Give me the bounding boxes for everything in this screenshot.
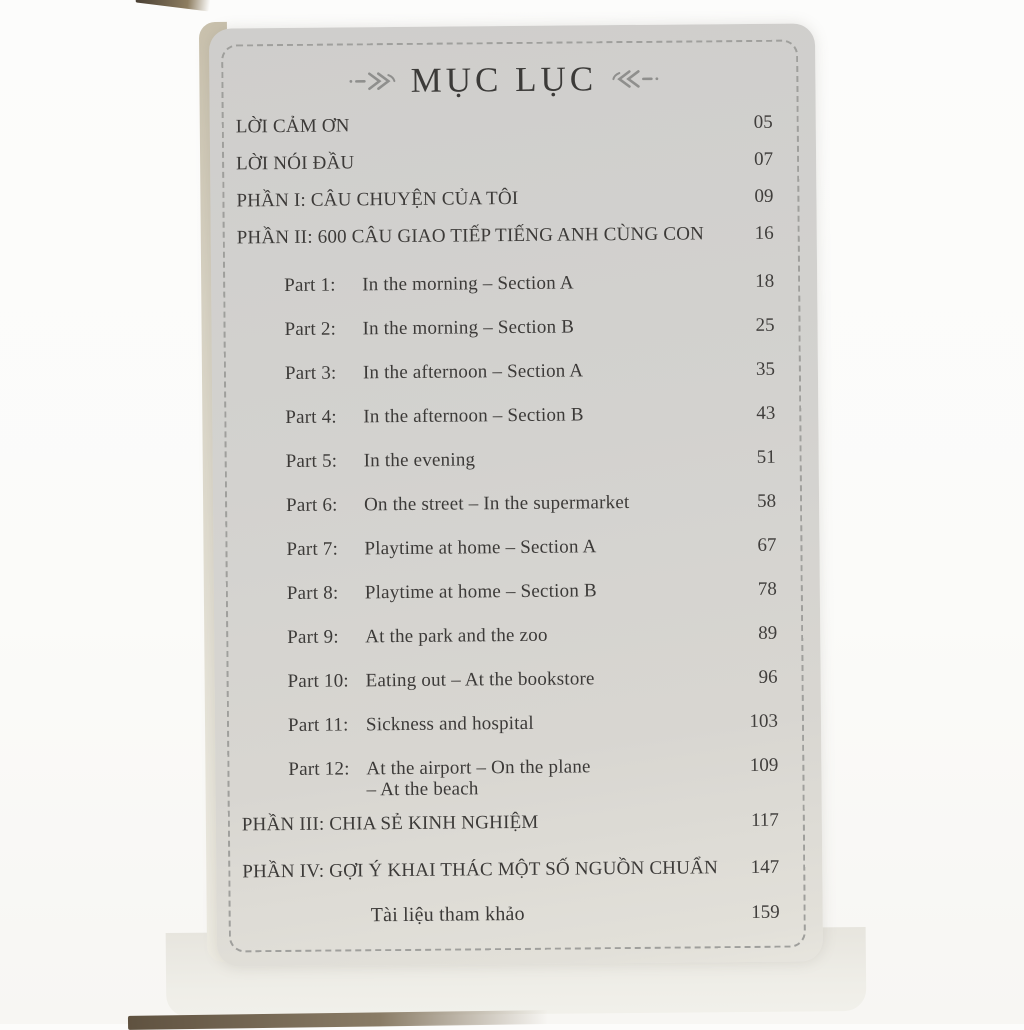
toc-entry-page: 18 [722,271,774,292]
toc-part-title-line1: At the park and the zoo [365,625,548,648]
toc-entry-page: 43 [723,403,775,424]
toc-row [242,857,779,883]
toc-part-number: Part 12: [288,758,366,780]
toc-entry-page: 05 [721,112,773,133]
toc-part-title-line1: Eating out – At the bookstore [366,668,595,691]
toc-entry-page: 117 [727,810,779,831]
toc-part-number: Part 7: [286,538,364,560]
toc-entry-page: 25 [722,315,774,336]
branch-double-chevron-right-icon [349,70,397,92]
toc-part-number: Part 4: [285,406,363,428]
toc-part-number: Part 3: [285,362,363,384]
toc-row [243,902,780,928]
toc-entry-label [286,491,724,516]
toc-entry-label: LỜI NÓI ĐẦU [236,149,721,174]
toc-row [236,186,773,212]
toc-entry-page: 35 [723,359,775,380]
toc-entry-label [286,535,724,560]
dashed-border-frame [221,40,806,953]
toc-part-number: Part 2: [284,318,362,340]
toc-part-title-line1: In the morning – Section B [362,316,574,339]
toc-entry-label [288,667,726,692]
toc-part-title-line1: In the afternoon – Section A [363,360,584,383]
toc-entry-label [288,711,726,736]
toc-entry-page: 16 [722,223,774,244]
toc-row [241,667,778,693]
book-cover-edge-top [135,0,210,11]
toc-entry-page: 147 [727,857,779,878]
toc-entry-page: 89 [725,623,777,644]
toc-entry-label: PHẦN I: CÂU CHUYỆN CỦA TÔI [236,186,721,211]
toc-entry-label [284,271,722,296]
toc-part-number: Part 8: [287,582,365,604]
toc-entry-label [287,579,725,604]
toc-part-title [366,756,591,800]
toc-entry-page: 58 [724,491,776,512]
toc-part-title [362,316,574,339]
toc-entry-page: 51 [724,447,776,468]
toc-book-page [209,23,823,966]
toc-entry-page: 78 [725,579,777,600]
toc-part-title [362,272,574,295]
toc-part-title [365,580,597,603]
toc-entry-page: 159 [728,902,780,923]
toc-part-title-line1: In the evening [364,449,476,471]
toc-entry-label [285,359,723,384]
toc-entry-page: 109 [726,755,778,776]
toc-row [239,535,776,561]
toc-entry-label [288,755,726,801]
toc-entry-page: 103 [726,711,778,732]
toc-part-title [365,625,548,648]
toc-part-title-line1: At the airport – On the plane [366,756,590,779]
toc-row [236,149,773,175]
toc-entry-label: LỜI CẢM ƠN [236,112,721,137]
toc-entry-label: Tài liệu tham khảo [243,902,728,927]
toc-entry-label: PHẦN III: CHIA SẺ KINH NGHIỆM [242,810,727,835]
toc-part-title [364,492,630,515]
toc-row [237,315,774,341]
toc-entry-label: PHẦN IV: GỢI Ý KHAI THÁC MỘT SỐ NGUỒN CHUẨN [242,857,727,882]
toc-row [236,112,773,138]
toc-row [242,810,779,836]
toc-part-number: Part 6: [286,494,364,516]
toc-entry-label [286,447,724,472]
toc-part-title-line1: Sickness and hospital [366,713,534,735]
toc-entry-label [287,623,725,648]
toc-part-title [364,449,476,471]
toc-part-title [363,404,584,427]
toc-part-title-line1: In the afternoon – Section B [363,404,584,427]
page-title: MỤC LỤC [410,59,597,101]
toc-part-title-line2: – At the beach [366,777,590,800]
toc-row [241,755,778,802]
toc-row [240,623,777,649]
toc-entry-label: PHẦN II: 600 CÂU GIAO TIẾP TIẾNG ANH CÙNG CON [237,223,722,248]
toc-row [238,403,775,429]
toc-part-number: Part 9: [287,626,365,648]
toc-part-title [366,713,534,735]
toc-entry-page: 09 [721,186,773,207]
toc-entry-page: 07 [721,149,773,170]
toc-part-title-line1: In the morning – Section A [362,272,574,295]
toc-list [236,112,780,928]
toc-entry-page: 96 [726,667,778,688]
toc-part-title-line1: On the street – In the supermarket [364,492,630,515]
toc-part-title [364,536,596,559]
toc-entry-page: 67 [724,535,776,556]
toc-row [237,223,774,249]
toc-row [241,711,778,737]
toc-row [238,359,775,385]
toc-row [237,271,774,297]
toc-part-number: Part 10: [288,670,366,692]
toc-title-row [235,58,772,103]
toc-part-title [363,360,584,383]
toc-part-title-line1: Playtime at home – Section A [364,536,596,559]
toc-row [239,491,776,517]
toc-part-title-line1: Playtime at home – Section B [365,580,597,603]
toc-entry-label [284,315,722,340]
toc-row [240,579,777,605]
toc-part-title [366,668,595,691]
toc-row [239,447,776,473]
branch-double-chevron-left-icon [611,68,659,90]
toc-part-number: Part 1: [284,274,362,296]
toc-part-number: Part 5: [286,450,364,472]
toc-part-number: Part 11: [288,714,366,736]
toc-entry-label [285,403,723,428]
